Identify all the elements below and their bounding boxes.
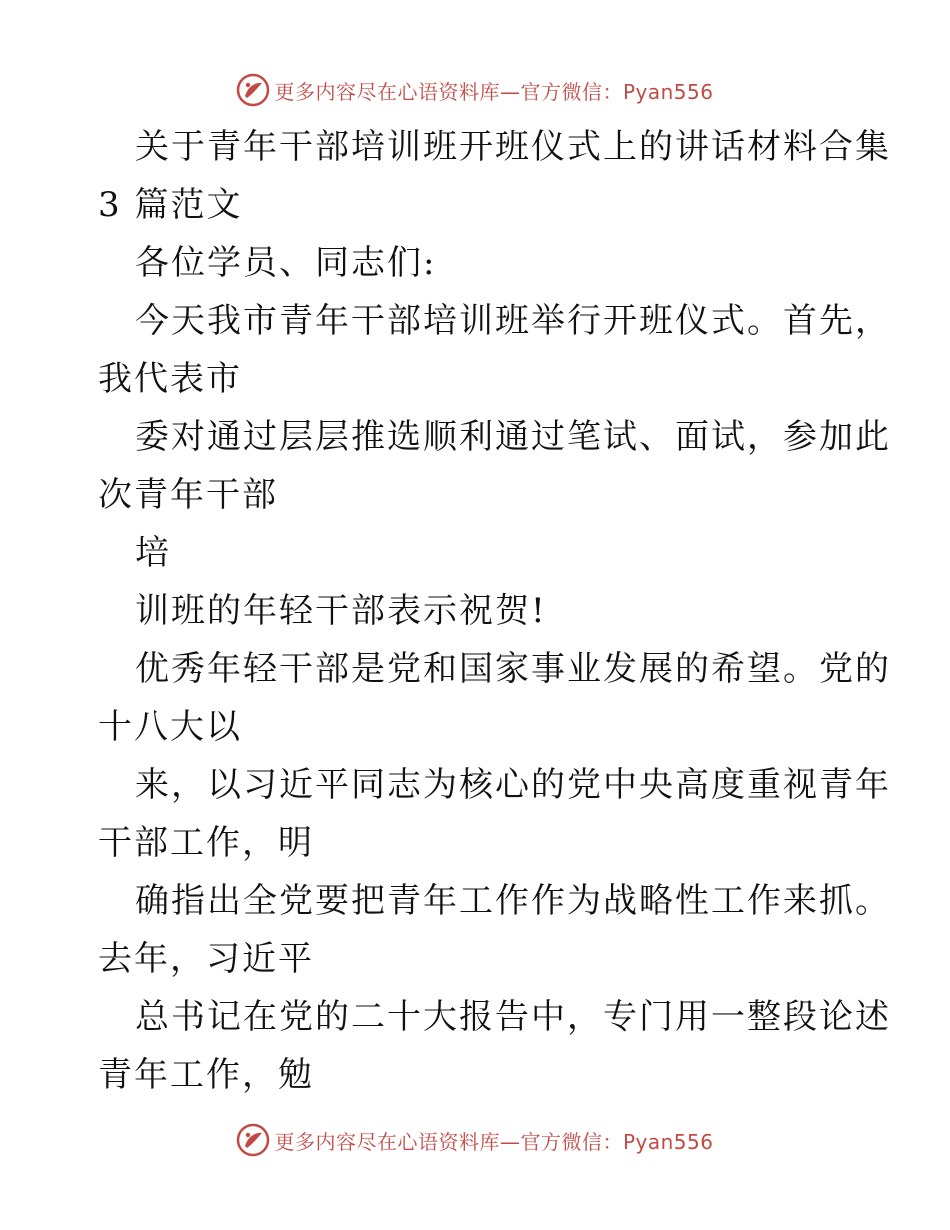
text-line: 委对通过层层推选顺利通过笔试、面试，参加此 <box>135 417 891 457</box>
header-banner-text: 更多内容尽在心语资料库—官方微信：Pyan556 <box>274 79 714 104</box>
document-body <box>98 118 891 1104</box>
header-banner <box>0 70 950 110</box>
text-line: 确指出全党要把青年工作作为战略性工作来抓。 <box>135 881 891 921</box>
text-line: 3 篇范文 <box>98 185 243 225</box>
text-line: 总书记在党的二十大报告中，专门用一整段论述 <box>135 997 891 1037</box>
footer-banner-text: 更多内容尽在心语资料库—官方微信：Pyan556 <box>274 1129 714 1154</box>
text-line: 优秀年轻干部是党和国家事业发展的希望。党的 <box>135 649 891 689</box>
text-line: 十八大以 <box>98 707 242 747</box>
footer-banner <box>0 1120 950 1160</box>
text-line: 关于青年干部培训班开班仪式上的讲话材料合集 <box>135 127 891 167</box>
brand-logo-icon <box>236 1123 270 1157</box>
text-line: 来，以习近平同志为核心的党中央高度重视青年 <box>135 765 891 805</box>
text-line: 各位学员、同志们: <box>135 243 437 283</box>
text-line: 去年，习近平 <box>98 939 314 979</box>
text-line: 干部工作，明 <box>98 823 314 863</box>
text-line: 我代表市 <box>98 359 242 399</box>
text-line: 次青年干部 <box>98 475 278 515</box>
text-line: 培 <box>135 533 171 573</box>
text-line: 训班的年轻干部表示祝贺! <box>135 591 547 631</box>
text-line: 今天我市青年干部培训班举行开班仪式。首先， <box>135 301 891 341</box>
brand-logo-icon <box>236 73 270 107</box>
text-line: 青年工作，勉 <box>98 1055 314 1095</box>
